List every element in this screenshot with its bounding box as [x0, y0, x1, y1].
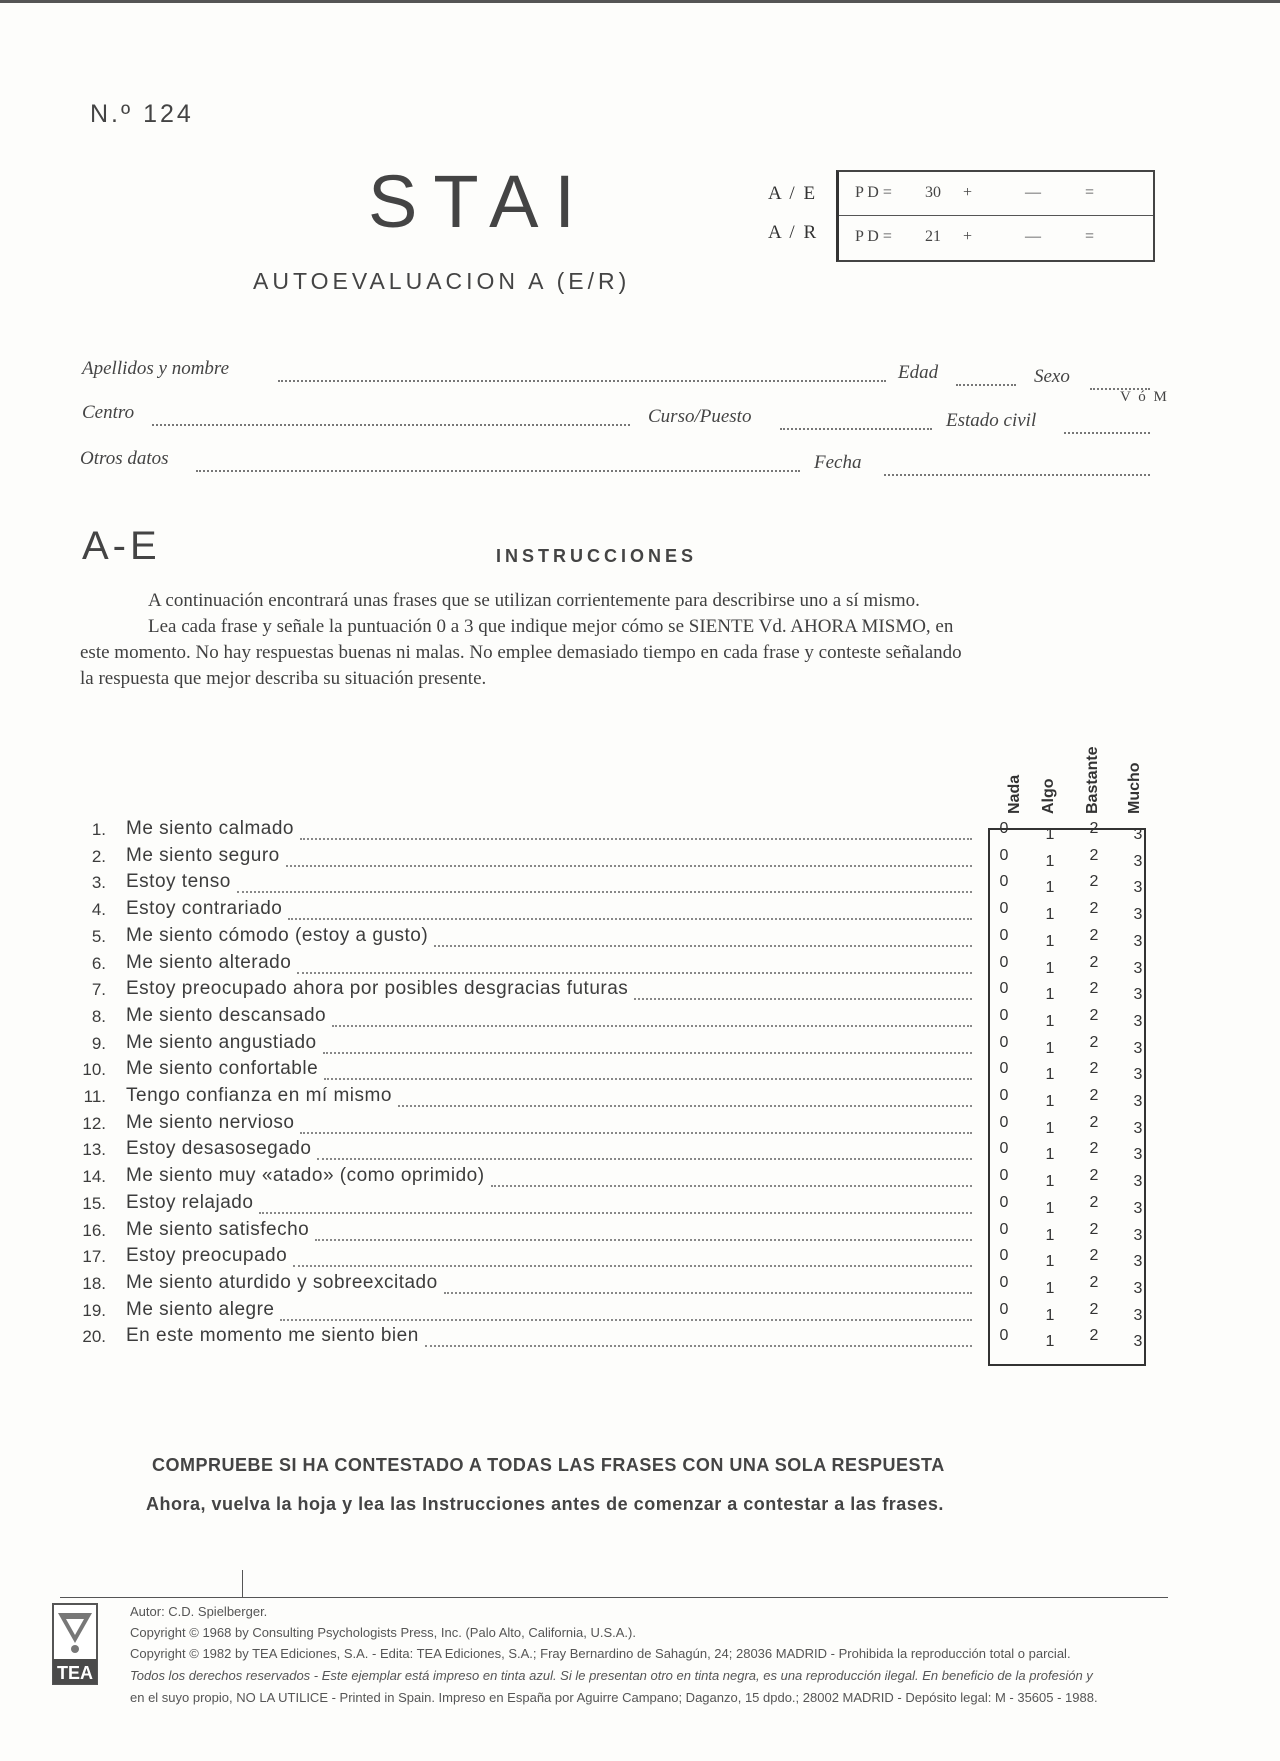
item-text: Me siento satisfecho [126, 1219, 310, 1240]
footer-tick [242, 1570, 243, 1598]
response-option-1[interactable]: 1 [1045, 1066, 1055, 1083]
item-text: Me siento aturdido y sobreexcitado [126, 1272, 438, 1293]
tea-logo-icon [52, 1603, 98, 1685]
plus-sign: + [963, 228, 973, 245]
instructions-line: A continuación encontrará unas frases que se utilizan corrientemente para describirse uno a sí mismo. [148, 590, 920, 611]
response-option-0[interactable]: 0 [999, 873, 1009, 890]
item-leader-dots [300, 838, 972, 840]
response-option-3[interactable]: 3 [1133, 1253, 1143, 1270]
fecha-line[interactable] [884, 474, 1150, 476]
response-option-2[interactable]: 2 [1089, 1274, 1099, 1291]
response-option-0[interactable]: 0 [999, 1301, 1009, 1318]
item-text: Me siento cómodo (estoy a gusto) [126, 925, 429, 946]
item-number: 7. [91, 980, 106, 999]
response-option-3[interactable]: 3 [1133, 1227, 1143, 1244]
response-option-1[interactable]: 1 [1045, 986, 1055, 1003]
minus-sign: — [1025, 228, 1041, 245]
item-leader-dots [288, 918, 972, 920]
footer-copyright: Copyright © 1968 by Consulting Psychologists Press, Inc. (Palo Alto, California, U.S.A.). [130, 1625, 636, 1640]
item-leader-dots [634, 998, 972, 1000]
response-option-1[interactable]: 1 [1045, 960, 1055, 977]
item-number: 6. [91, 954, 106, 973]
centro-label: Centro [82, 402, 135, 423]
response-option-2[interactable]: 2 [1089, 1114, 1099, 1131]
item-number: 16. [82, 1221, 106, 1240]
response-option-1[interactable]: 1 [1045, 826, 1055, 843]
item-leader-dots [237, 891, 972, 893]
centro-line[interactable] [152, 424, 630, 426]
footer-copyright: Copyright © 1982 by TEA Ediciones, S.A. - Edita: TEA Ediciones, S.A.; Fray Bernardino de Sahagún, 24; 28036 MADRID - Prohibida la reproducción total o parcial. [130, 1646, 1071, 1661]
top-border [0, 0, 1280, 3]
response-option-2[interactable]: 2 [1089, 1194, 1099, 1211]
ae-label: A / E [768, 183, 818, 204]
curso-label: Curso/Puesto [648, 406, 752, 427]
item-leader-dots [332, 1025, 972, 1027]
response-option-0[interactable]: 0 [999, 1194, 1009, 1211]
response-option-1[interactable]: 1 [1045, 1040, 1055, 1057]
response-option-1[interactable]: 1 [1045, 906, 1055, 923]
item-text: Estoy tenso [126, 871, 231, 892]
response-option-2[interactable]: 2 [1089, 1140, 1099, 1157]
item-leader-dots [315, 1239, 972, 1241]
item-text: Estoy desasosegado [126, 1138, 312, 1159]
response-option-3[interactable]: 3 [1133, 879, 1143, 896]
response-option-1[interactable]: 1 [1045, 1120, 1055, 1137]
item-leader-dots [444, 1292, 972, 1294]
response-option-3[interactable]: 3 [1133, 986, 1143, 1003]
score-box [836, 170, 1155, 262]
item-number: 12. [82, 1114, 106, 1133]
response-option-1[interactable]: 1 [1045, 1307, 1055, 1324]
item-text: Estoy contrariado [126, 898, 283, 919]
otros-line[interactable] [196, 470, 800, 472]
pd-value-ar: 21 [925, 228, 941, 245]
turn-page-note: Ahora, vuelva la hoja y lea las Instrucciones antes de comenzar a contestar a las frases. [146, 1494, 944, 1514]
item-text: En este momento me siento bien [126, 1325, 419, 1346]
form-number: N.º 124 [90, 100, 194, 128]
item-leader-dots [434, 945, 972, 947]
item-number: 15. [82, 1194, 106, 1213]
item-leader-dots [280, 1319, 972, 1321]
column-header-algo: Algo [1040, 778, 1057, 814]
response-option-2[interactable]: 2 [1089, 1301, 1099, 1318]
response-option-3[interactable]: 3 [1133, 960, 1143, 977]
response-option-2[interactable]: 2 [1089, 1327, 1099, 1344]
response-option-3[interactable]: 3 [1133, 853, 1143, 870]
response-option-0[interactable]: 0 [999, 1060, 1009, 1077]
footer-printing: en el suyo propio, NO LA UTILICE - Printed in Spain. Impreso en España por Aguirre Campano; Daganzo, 15 dpdo.; 28002 MADRID - Depósito legal: M - 35605 - 1988. [130, 1690, 1098, 1705]
footer-rule [60, 1597, 1168, 1598]
item-leader-dots [297, 972, 972, 974]
estado-civil-line[interactable] [1064, 432, 1150, 434]
response-option-0[interactable]: 0 [999, 1221, 1009, 1238]
response-option-3[interactable]: 3 [1133, 1200, 1143, 1217]
item-number: 4. [91, 900, 106, 919]
response-option-2[interactable]: 2 [1089, 1247, 1099, 1264]
apellidos-label: Apellidos y nombre [82, 358, 230, 379]
equals-sign: = [1085, 184, 1095, 201]
check-reminder: COMPRUEBE SI HA CONTESTADO A TODAS LAS FRASES CON UNA SOLA RESPUESTA [152, 1455, 945, 1475]
page-title: STAI [368, 160, 591, 243]
item-number: 2. [91, 847, 106, 866]
item-text: Estoy relajado [126, 1192, 254, 1213]
item-leader-dots [491, 1185, 972, 1187]
instructions-heading: INSTRUCCIONES [496, 546, 698, 566]
response-option-1[interactable]: 1 [1045, 1173, 1055, 1190]
response-option-0[interactable]: 0 [999, 1140, 1009, 1157]
response-option-1[interactable]: 1 [1045, 1013, 1055, 1030]
response-option-1[interactable]: 1 [1045, 1200, 1055, 1217]
response-option-2[interactable]: 2 [1089, 980, 1099, 997]
item-text: Me siento muy «atado» (como oprimido) [126, 1165, 485, 1186]
item-text: Estoy preocupado [126, 1245, 288, 1266]
response-option-0[interactable]: 0 [999, 1087, 1009, 1104]
response-option-1[interactable]: 1 [1045, 879, 1055, 896]
response-option-2[interactable]: 2 [1089, 900, 1099, 917]
response-option-3[interactable]: 3 [1133, 933, 1143, 950]
item-text: Estoy preocupado ahora por posibles desgracias futuras [126, 978, 629, 999]
curso-line[interactable] [780, 428, 932, 430]
sexo-label: Sexo [1034, 366, 1070, 387]
item-number: 8. [91, 1007, 106, 1026]
response-option-3[interactable]: 3 [1133, 1333, 1143, 1350]
item-leader-dots [324, 1078, 972, 1080]
score-row-ar [839, 216, 1153, 259]
response-option-1[interactable]: 1 [1045, 1253, 1055, 1270]
response-option-0[interactable]: 0 [999, 900, 1009, 917]
edad-label: Edad [898, 362, 939, 383]
response-option-3[interactable]: 3 [1133, 1040, 1143, 1057]
column-header-nada: Nada [1006, 774, 1023, 814]
instructions-line: este momento. No hay respuestas buenas ni malas. No emplee demasiado tiempo en cada frase y conteste señalando [80, 642, 962, 663]
column-header-bastante: Bastante [1084, 746, 1101, 814]
response-option-1[interactable]: 1 [1045, 1227, 1055, 1244]
footer-rights: Todos los derechos reservados - Este ejemplar está impreso en tinta azul. Si le presentan otro en tinta negra, es una reproducción ilegal. En beneficio de la profesión y [130, 1668, 1093, 1683]
response-option-0[interactable]: 0 [999, 1007, 1009, 1024]
response-option-0[interactable]: 0 [999, 927, 1009, 944]
response-option-2[interactable]: 2 [1089, 873, 1099, 890]
response-option-3[interactable]: 3 [1133, 1120, 1143, 1137]
response-option-0[interactable]: 0 [999, 1274, 1009, 1291]
footer-author: Autor: C.D. Spielberger. [130, 1604, 268, 1619]
item-leader-dots [259, 1212, 972, 1214]
response-option-2[interactable]: 2 [1089, 1221, 1099, 1238]
item-text: Me siento descansado [126, 1005, 327, 1026]
response-option-0[interactable]: 0 [999, 1247, 1009, 1264]
column-header-mucho: Mucho [1126, 762, 1143, 814]
response-option-2[interactable]: 2 [1089, 927, 1099, 944]
response-option-3[interactable]: 3 [1133, 1173, 1143, 1190]
item-number: 14. [82, 1167, 106, 1186]
response-option-2[interactable]: 2 [1089, 1034, 1099, 1051]
response-option-3[interactable]: 3 [1133, 1093, 1143, 1110]
item-number: 1. [91, 820, 106, 839]
item-leader-dots [286, 865, 972, 867]
response-option-3[interactable]: 3 [1133, 906, 1143, 923]
item-leader-dots [425, 1345, 972, 1347]
response-option-3[interactable]: 3 [1133, 1066, 1143, 1083]
instructions-line: Lea cada frase y señale la puntuación 0 a 3 que indique mejor cómo se SIENTE Vd. AHORA MISMO, en [148, 616, 954, 637]
response-option-0[interactable]: 0 [999, 1167, 1009, 1184]
response-option-2[interactable]: 2 [1089, 1087, 1099, 1104]
response-option-0[interactable]: 0 [999, 980, 1009, 997]
item-leader-dots [300, 1132, 972, 1134]
item-text: Me siento seguro [126, 845, 280, 866]
section-tag: A-E [82, 524, 161, 568]
response-option-0[interactable]: 0 [999, 954, 1009, 971]
item-text: Me siento angustiado [126, 1032, 317, 1053]
response-option-1[interactable]: 1 [1045, 1093, 1055, 1110]
item-number: 13. [82, 1140, 106, 1159]
vom-hint: V ó M [1120, 389, 1169, 405]
response-option-1[interactable]: 1 [1045, 933, 1055, 950]
item-text: Me siento alegre [126, 1299, 275, 1320]
item-number: 11. [83, 1087, 106, 1106]
item-number: 3. [91, 873, 106, 892]
otros-label: Otros datos [80, 448, 169, 469]
pd-label: P D = [855, 228, 892, 245]
response-option-1[interactable]: 1 [1045, 1280, 1055, 1297]
score-row-ae [839, 172, 1153, 216]
response-option-3[interactable]: 3 [1133, 1307, 1143, 1324]
item-leader-dots [398, 1105, 972, 1107]
item-text: Me siento nervioso [126, 1112, 295, 1133]
response-option-0[interactable]: 0 [999, 1327, 1009, 1344]
response-option-2[interactable]: 2 [1089, 954, 1099, 971]
response-option-2[interactable]: 2 [1089, 847, 1099, 864]
plus-sign: + [963, 184, 973, 201]
response-option-0[interactable]: 0 [999, 820, 1009, 837]
fecha-label: Fecha [814, 452, 862, 473]
apellidos-line[interactable] [278, 380, 886, 382]
instructions-line: la respuesta que mejor describa su situación presente. [80, 668, 487, 689]
item-number: 20. [82, 1327, 106, 1346]
item-leader-dots [293, 1265, 972, 1267]
item-number: 19. [82, 1301, 106, 1320]
item-text: Me siento calmado [126, 818, 294, 839]
response-option-3[interactable]: 3 [1133, 1146, 1143, 1163]
response-option-3[interactable]: 3 [1133, 826, 1143, 843]
response-option-1[interactable]: 1 [1045, 1146, 1055, 1163]
response-option-2[interactable]: 2 [1089, 1060, 1099, 1077]
page-subtitle: AUTOEVALUACION A (E/R) [253, 268, 631, 294]
item-text: Tengo confianza en mí mismo [126, 1085, 392, 1106]
minus-sign: — [1025, 184, 1041, 201]
logo-text: TEA [57, 1663, 93, 1683]
equals-sign: = [1085, 228, 1095, 245]
edad-line[interactable] [956, 384, 1016, 386]
item-number: 18. [82, 1274, 106, 1293]
ar-label: A / R [768, 222, 819, 243]
pd-label: P D = [855, 184, 892, 201]
response-option-2[interactable]: 2 [1089, 1007, 1099, 1024]
response-option-0[interactable]: 0 [999, 1034, 1009, 1051]
item-number: 10. [82, 1060, 106, 1079]
response-option-1[interactable]: 1 [1045, 1333, 1055, 1350]
response-option-2[interactable]: 2 [1089, 820, 1099, 837]
response-option-0[interactable]: 0 [999, 847, 1009, 864]
response-option-3[interactable]: 3 [1133, 1013, 1143, 1030]
item-number: 17. [82, 1247, 106, 1266]
response-option-2[interactable]: 2 [1089, 1167, 1099, 1184]
item-number: 9. [91, 1034, 106, 1053]
pd-value-ae: 30 [925, 184, 941, 201]
item-leader-dots [323, 1052, 972, 1054]
response-option-3[interactable]: 3 [1133, 1280, 1143, 1297]
response-option-1[interactable]: 1 [1045, 853, 1055, 870]
item-number: 5. [91, 927, 106, 946]
item-leader-dots [317, 1158, 972, 1160]
estado-civil-label: Estado civil [946, 410, 1037, 431]
response-option-0[interactable]: 0 [999, 1114, 1009, 1131]
item-text: Me siento alterado [126, 952, 292, 973]
item-text: Me siento confortable [126, 1058, 319, 1079]
